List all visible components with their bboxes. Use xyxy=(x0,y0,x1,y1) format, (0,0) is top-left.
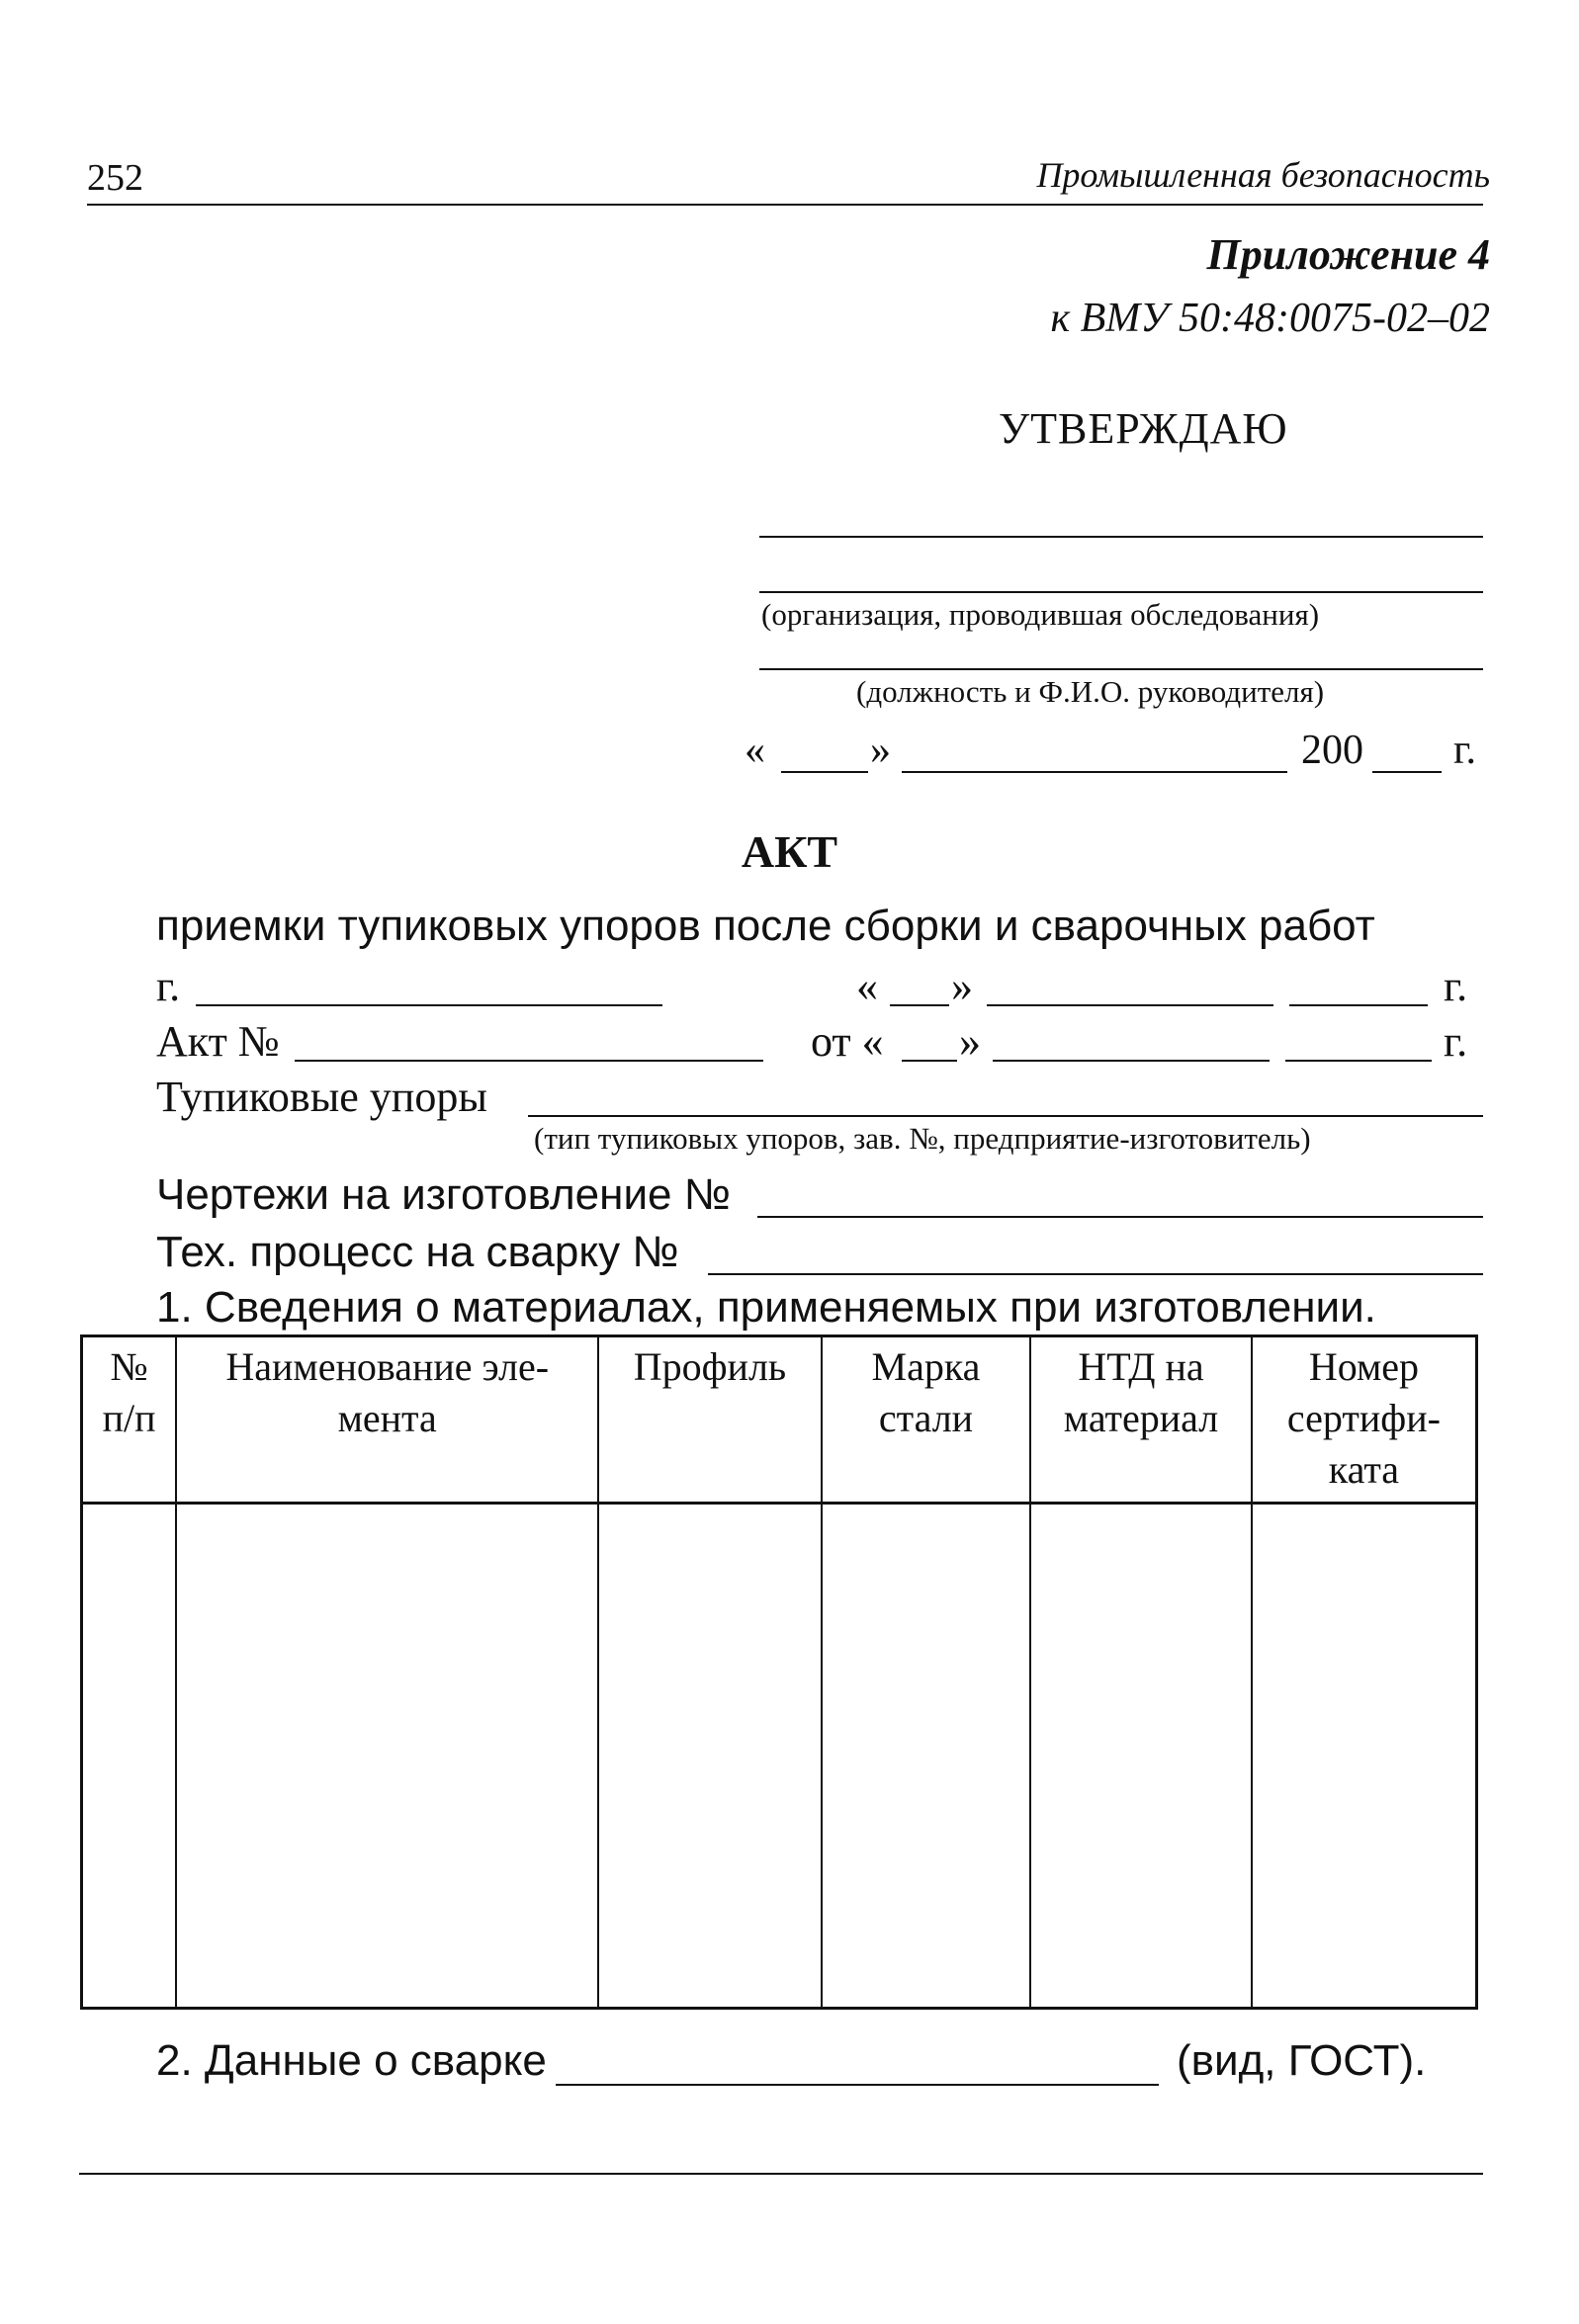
table-header-row xyxy=(82,1336,1477,1504)
col-header-line: Профиль xyxy=(633,1344,787,1389)
act-day-line xyxy=(902,1060,957,1062)
stops-label: Тупиковые упоры xyxy=(156,1073,487,1121)
approval-year-prefix: 200 xyxy=(1301,728,1363,773)
table-cell[interactable] xyxy=(598,1504,822,2009)
org-caption: (организация, проводившая обследования) xyxy=(761,597,1320,632)
city-line xyxy=(196,1004,662,1006)
act-subtitle: приемки тупиковых упоров после сборки и сварочных работ xyxy=(156,902,1375,950)
stops-line xyxy=(528,1115,1483,1117)
col-header-name xyxy=(176,1336,598,1504)
col-header-profile xyxy=(598,1336,822,1504)
col-header-line: мента xyxy=(337,1396,437,1440)
city-label: г. xyxy=(156,962,181,1010)
col-header-line: п/п xyxy=(102,1396,156,1440)
drawings-label: Чертежи на изготовление № xyxy=(156,1170,731,1219)
approval-year-line xyxy=(1372,771,1442,773)
approval-day-line xyxy=(781,771,868,773)
approval-line-2 xyxy=(759,591,1483,593)
bottom-rule xyxy=(79,2173,1483,2175)
col-header-line: Наименование эле- xyxy=(225,1344,550,1389)
col-header-line: стали xyxy=(878,1396,974,1440)
col-header-line: Номер xyxy=(1308,1344,1420,1389)
running-title: Промышленная безопасность xyxy=(1036,155,1490,195)
process-label: Тех. процесс на сварку № xyxy=(156,1228,679,1276)
act-number-label: Акт № xyxy=(156,1017,280,1066)
col-header-line: Марка xyxy=(871,1344,981,1389)
welding-data-line xyxy=(556,2084,1159,2086)
act-quote-close: » xyxy=(959,1017,981,1066)
section-2-suffix: (вид, ГОСТ). xyxy=(1177,2036,1427,2085)
date-quote-open: « xyxy=(856,962,878,1010)
table-row xyxy=(82,1504,1477,2009)
table-cell[interactable] xyxy=(822,1504,1030,2009)
table-cell[interactable] xyxy=(176,1504,598,2009)
col-header-certificate xyxy=(1252,1336,1477,1504)
date-year-suffix: г. xyxy=(1444,962,1468,1010)
stops-caption: (тип тупиковых упоров, зав. №, предприятие-изготовитель) xyxy=(534,1121,1311,1156)
col-header-ntd xyxy=(1030,1336,1252,1504)
date-day-line xyxy=(890,1004,949,1006)
col-header-line: НТД на xyxy=(1078,1344,1204,1389)
table-cell[interactable] xyxy=(82,1504,177,2009)
drawings-line xyxy=(757,1216,1483,1218)
head-caption: (должность и Ф.И.О. руководителя) xyxy=(856,674,1325,709)
materials-table xyxy=(80,1334,1478,2010)
section-2-label: 2. Данные о сварке xyxy=(156,2036,547,2085)
col-header-line: сертифи- xyxy=(1286,1396,1441,1440)
table-cell[interactable] xyxy=(1030,1504,1252,2009)
act-year-suffix: г. xyxy=(1444,1017,1468,1066)
approval-line-1 xyxy=(759,536,1483,538)
approval-line-3 xyxy=(759,668,1483,670)
act-year-line xyxy=(1285,1060,1432,1062)
col-header-line: № xyxy=(110,1344,148,1389)
page-number: 252 xyxy=(87,157,143,199)
col-header-line: материал xyxy=(1063,1396,1219,1440)
col-header-steel-grade xyxy=(822,1336,1030,1504)
approval-quote-close: » xyxy=(870,728,891,773)
act-number-line xyxy=(295,1060,763,1062)
approval-quote-open: « xyxy=(745,728,765,773)
approval-year-suffix: г. xyxy=(1453,728,1476,773)
approval-heading: УТВЕРЖДАЮ xyxy=(999,404,1288,453)
act-title: АКТ xyxy=(741,826,838,877)
appendix-title: Приложение 4 xyxy=(1206,230,1490,279)
date-month-line xyxy=(987,1004,1273,1006)
act-from-label: от « xyxy=(811,1017,884,1066)
date-quote-close: » xyxy=(951,962,973,1010)
col-header-line: ката xyxy=(1328,1447,1400,1492)
table-cell[interactable] xyxy=(1252,1504,1477,2009)
process-line xyxy=(708,1273,1483,1275)
section-1-heading: 1. Сведения о материалах, применяемых при изготовлении. xyxy=(156,1283,1376,1332)
col-header-number xyxy=(82,1336,177,1504)
date-year-line xyxy=(1289,1004,1428,1006)
appendix-reference: к ВМУ 50:48:0075-02–02 xyxy=(1050,296,1490,341)
header-rule xyxy=(87,204,1483,206)
approval-month-line xyxy=(902,771,1287,773)
act-month-line xyxy=(993,1060,1270,1062)
